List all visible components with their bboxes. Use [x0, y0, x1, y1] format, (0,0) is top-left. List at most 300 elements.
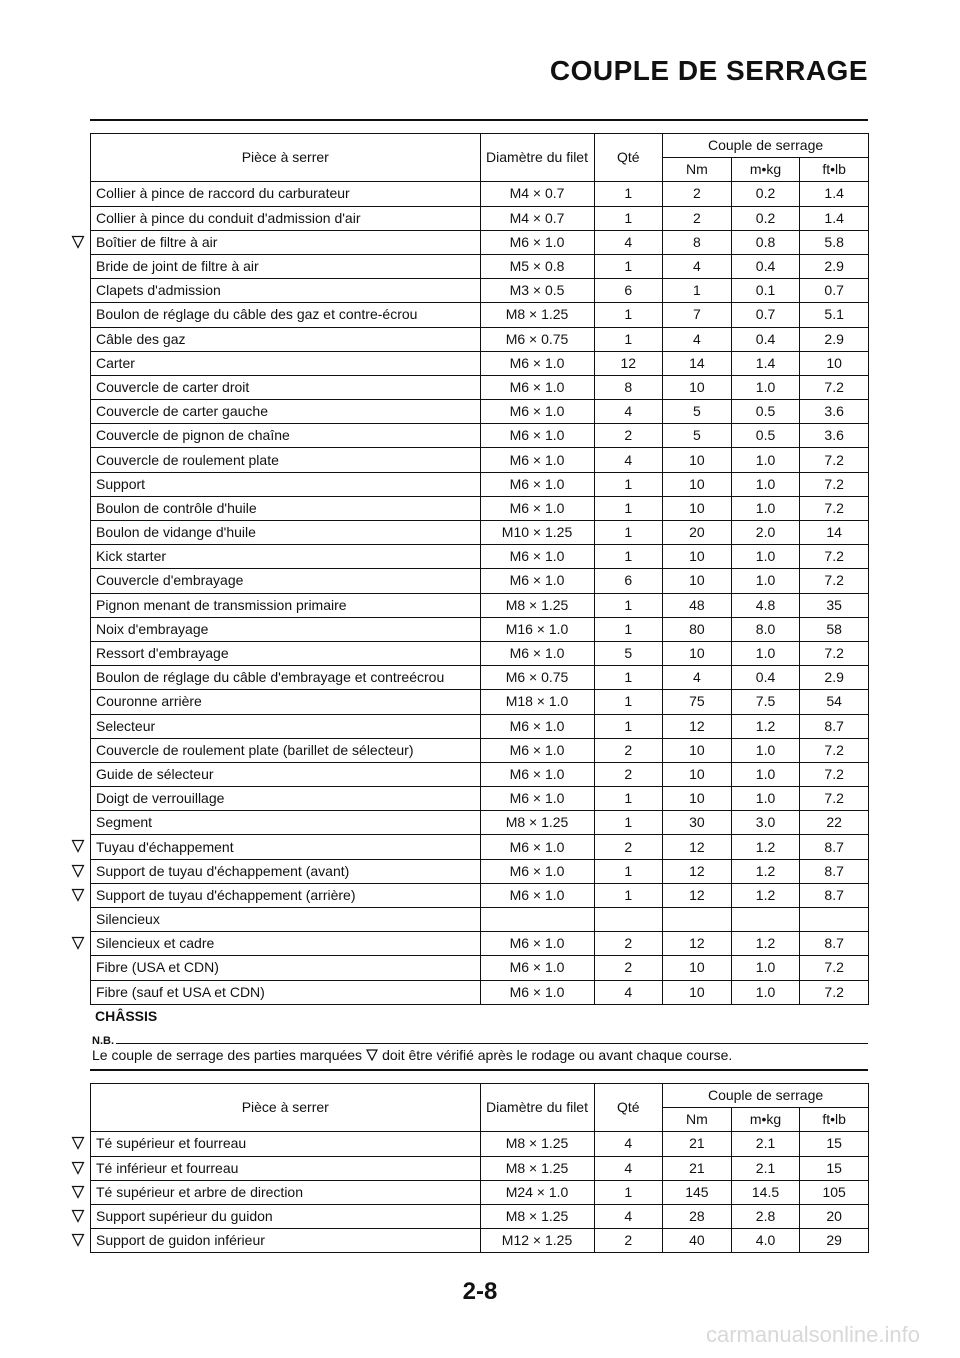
cell-nm: 12 [663, 835, 732, 859]
cell-part: Câble des gaz [91, 327, 481, 351]
cell-thread: M6 × 1.0 [480, 714, 594, 738]
cell-qty: 4 [594, 980, 663, 1004]
cell-thread: M12 × 1.25 [480, 1229, 594, 1253]
cell-ftlb: 2.9 [800, 254, 869, 278]
note-text-before: Le couple de serrage des parties marquées [92, 1047, 363, 1063]
cell-qty: 6 [594, 569, 663, 593]
cell-qty [594, 908, 663, 932]
cell-mkg: 1.0 [731, 956, 800, 980]
note-rule [90, 1069, 868, 1071]
cell-qty: 4 [594, 448, 663, 472]
header-mkg: m•kg [731, 158, 800, 182]
cell-qty: 2 [594, 956, 663, 980]
table-row [91, 617, 869, 641]
cell-mkg: 1.0 [731, 787, 800, 811]
cell-thread: M6 × 1.0 [480, 351, 594, 375]
cell-qty: 4 [594, 400, 663, 424]
cell-ftlb: 29 [800, 1229, 869, 1253]
cell-nm: 4 [663, 254, 732, 278]
cell-thread: M6 × 1.0 [480, 932, 594, 956]
cell-mkg: 0.5 [731, 424, 800, 448]
cell-nm: 30 [663, 811, 732, 835]
cell-thread: M6 × 1.0 [480, 545, 594, 569]
cell-ftlb: 3.6 [800, 400, 869, 424]
cell-qty: 4 [594, 1204, 663, 1228]
header-thread: Diamètre du filet [480, 134, 594, 182]
cell-part: Collier à pince du conduit d'admission d'air [91, 206, 481, 230]
cell-mkg: 1.0 [731, 738, 800, 762]
cell-thread: M4 × 0.7 [480, 182, 594, 206]
cell-qty: 1 [594, 472, 663, 496]
cell-ftlb: 14 [800, 521, 869, 545]
cell-nm: 10 [663, 641, 732, 665]
cell-part: Couvercle de pignon de chaîne [91, 424, 481, 448]
cell-mkg: 1.2 [731, 859, 800, 883]
cell-qty: 1 [594, 521, 663, 545]
cell-mkg: 1.0 [731, 980, 800, 1004]
title-rule [90, 119, 868, 121]
cell-ftlb: 8.7 [800, 883, 869, 907]
cell-thread: M6 × 1.0 [480, 956, 594, 980]
cell-qty: 1 [594, 327, 663, 351]
cell-part: Support supérieur du guidon [91, 1204, 481, 1228]
cell-part: Silencieux et cadre [91, 932, 481, 956]
cell-ftlb: 7.2 [800, 472, 869, 496]
cell-thread: M6 × 1.0 [480, 762, 594, 786]
cell-qty: 1 [594, 787, 663, 811]
cell-nm: 10 [663, 569, 732, 593]
header-nm: Nm [663, 1108, 732, 1132]
cell-nm: 10 [663, 472, 732, 496]
header-qty: Qté [594, 134, 663, 182]
cell-nm: 12 [663, 883, 732, 907]
cell-part: Couvercle de roulement plate (barillet de sélecteur) [91, 738, 481, 762]
cell-ftlb: 1.4 [800, 182, 869, 206]
cell-ftlb: 105 [800, 1180, 869, 1204]
cell-part: Boulon de réglage du câble d'embrayage et contreécrou [91, 666, 481, 690]
cell-nm: 12 [663, 932, 732, 956]
cell-qty: 2 [594, 1229, 663, 1253]
cell-mkg: 14.5 [731, 1180, 800, 1204]
cell-nm: 4 [663, 666, 732, 690]
cell-ftlb [800, 908, 869, 932]
cell-thread: M6 × 1.0 [480, 448, 594, 472]
cell-ftlb: 3.6 [800, 424, 869, 448]
table-row [91, 206, 869, 230]
cell-mkg [731, 908, 800, 932]
cell-part: Boulon de vidange d'huile [91, 521, 481, 545]
cell-nm: 8 [663, 230, 732, 254]
cell-thread: M6 × 1.0 [480, 424, 594, 448]
cell-mkg: 0.1 [731, 279, 800, 303]
triangle-mark-icon [71, 1185, 85, 1199]
cell-qty: 1 [594, 593, 663, 617]
cell-ftlb: 15 [800, 1156, 869, 1180]
cell-ftlb: 2.9 [800, 666, 869, 690]
cell-nm: 145 [663, 1180, 732, 1204]
cell-part: Segment [91, 811, 481, 835]
table-row [91, 569, 869, 593]
cell-mkg: 3.0 [731, 811, 800, 835]
cell-nm: 21 [663, 1132, 732, 1156]
table-row [91, 182, 869, 206]
cell-nm: 10 [663, 980, 732, 1004]
cell-thread: M6 × 1.0 [480, 738, 594, 762]
cell-part: Té supérieur et fourreau [91, 1132, 481, 1156]
table-row [91, 472, 869, 496]
cell-qty: 2 [594, 738, 663, 762]
cell-mkg: 0.4 [731, 254, 800, 278]
table-row [91, 956, 869, 980]
cell-thread: M6 × 1.0 [480, 400, 594, 424]
cell-nm: 80 [663, 617, 732, 641]
cell-thread: M6 × 1.0 [480, 496, 594, 520]
cell-nm: 10 [663, 956, 732, 980]
cell-mkg: 1.2 [731, 714, 800, 738]
cell-thread: M24 × 1.0 [480, 1180, 594, 1204]
cell-ftlb: 1.4 [800, 206, 869, 230]
table-row [91, 666, 869, 690]
cell-qty: 6 [594, 279, 663, 303]
cell-part: Silencieux [91, 908, 481, 932]
cell-part: Couvercle de carter droit [91, 375, 481, 399]
table-row [91, 1156, 869, 1180]
cell-ftlb: 7.2 [800, 738, 869, 762]
chassis-torque-table [90, 1083, 869, 1253]
cell-qty: 2 [594, 932, 663, 956]
cell-thread: M6 × 1.0 [480, 569, 594, 593]
table-row [91, 835, 869, 859]
cell-part: Pignon menant de transmission primaire [91, 593, 481, 617]
cell-part: Carter [91, 351, 481, 375]
cell-nm: 40 [663, 1229, 732, 1253]
cell-ftlb: 35 [800, 593, 869, 617]
cell-mkg: 1.0 [731, 762, 800, 786]
cell-thread: M3 × 0.5 [480, 279, 594, 303]
cell-nm: 10 [663, 762, 732, 786]
cell-part: Selecteur [91, 714, 481, 738]
cell-nm: 14 [663, 351, 732, 375]
cell-part: Tuyau d'échappement [91, 835, 481, 859]
cell-thread: M4 × 0.7 [480, 206, 594, 230]
triangle-mark-icon [71, 1136, 85, 1150]
table-row [91, 641, 869, 665]
nb-rule [116, 1043, 868, 1044]
cell-thread: M6 × 1.0 [480, 835, 594, 859]
header-part: Pièce à serrer [91, 1084, 481, 1132]
cell-part: Support de guidon inférieur [91, 1229, 481, 1253]
cell-ftlb: 7.2 [800, 569, 869, 593]
cell-thread: M8 × 1.25 [480, 1156, 594, 1180]
cell-ftlb: 8.7 [800, 835, 869, 859]
cell-ftlb: 8.7 [800, 714, 869, 738]
table-row [91, 762, 869, 786]
cell-thread: M5 × 0.8 [480, 254, 594, 278]
cell-thread: M6 × 1.0 [480, 375, 594, 399]
table-row [91, 1204, 869, 1228]
cell-ftlb: 15 [800, 1132, 869, 1156]
triangle-mark-icon [366, 1048, 378, 1060]
cell-mkg: 0.4 [731, 666, 800, 690]
cell-ftlb: 7.2 [800, 375, 869, 399]
table-row [91, 811, 869, 835]
cell-thread: M8 × 1.25 [480, 303, 594, 327]
table-row [91, 787, 869, 811]
cell-nm: 4 [663, 327, 732, 351]
cell-nm: 28 [663, 1204, 732, 1228]
inspection-note [92, 1047, 732, 1063]
header-part: Pièce à serrer [91, 134, 481, 182]
cell-thread [480, 908, 594, 932]
table-row [91, 714, 869, 738]
cell-qty: 1 [594, 496, 663, 520]
cell-mkg: 1.0 [731, 545, 800, 569]
cell-nm: 10 [663, 496, 732, 520]
cell-part: Bride de joint de filtre à air [91, 254, 481, 278]
section-title-chassis: CHÂSSIS [95, 1008, 158, 1024]
cell-ftlb: 22 [800, 811, 869, 835]
cell-ftlb: 58 [800, 617, 869, 641]
cell-qty: 1 [594, 1180, 663, 1204]
cell-mkg: 1.0 [731, 448, 800, 472]
cell-qty: 1 [594, 206, 663, 230]
cell-mkg: 1.0 [731, 641, 800, 665]
cell-nm: 21 [663, 1156, 732, 1180]
header-mkg: m•kg [731, 1108, 800, 1132]
cell-mkg: 0.2 [731, 182, 800, 206]
cell-thread: M10 × 1.25 [480, 521, 594, 545]
cell-nm [663, 908, 732, 932]
table-row [91, 593, 869, 617]
cell-part: Fibre (USA et CDN) [91, 956, 481, 980]
cell-thread: M6 × 1.0 [480, 472, 594, 496]
cell-ftlb: 5.8 [800, 230, 869, 254]
cell-mkg: 0.7 [731, 303, 800, 327]
engine-torque-table [90, 133, 869, 1005]
cell-mkg: 1.0 [731, 569, 800, 593]
header-thread: Diamètre du filet [480, 1084, 594, 1132]
table-row [91, 980, 869, 1004]
cell-ftlb: 7.2 [800, 448, 869, 472]
cell-thread: M18 × 1.0 [480, 690, 594, 714]
header-nm: Nm [663, 158, 732, 182]
cell-mkg: 0.8 [731, 230, 800, 254]
cell-nm: 2 [663, 206, 732, 230]
table-row [91, 1180, 869, 1204]
cell-ftlb: 7.2 [800, 980, 869, 1004]
cell-ftlb: 8.7 [800, 859, 869, 883]
triangle-mark-icon [71, 864, 85, 878]
cell-qty: 1 [594, 303, 663, 327]
header-torque: Couple de serrage [663, 1084, 869, 1108]
table-row [91, 230, 869, 254]
nb-label: N.B. [92, 1035, 114, 1047]
cell-nm: 10 [663, 738, 732, 762]
cell-ftlb: 54 [800, 690, 869, 714]
cell-part: Support de tuyau d'échappement (arrière) [91, 883, 481, 907]
cell-thread: M6 × 1.0 [480, 230, 594, 254]
cell-mkg: 1.0 [731, 472, 800, 496]
cell-qty: 4 [594, 1156, 663, 1180]
cell-part: Guide de sélecteur [91, 762, 481, 786]
page-title: COUPLE DE SERRAGE [549, 55, 868, 86]
cell-nm: 10 [663, 448, 732, 472]
watermark: carmanualsonline.info [705, 1322, 920, 1347]
cell-mkg: 0.4 [731, 327, 800, 351]
cell-mkg: 1.2 [731, 835, 800, 859]
cell-ftlb: 7.2 [800, 787, 869, 811]
triangle-mark-icon [71, 1209, 85, 1223]
cell-qty: 4 [594, 1132, 663, 1156]
cell-nm: 1 [663, 279, 732, 303]
cell-mkg: 2.8 [731, 1204, 800, 1228]
cell-mkg: 2.1 [731, 1132, 800, 1156]
header-ftlb: ft•lb [800, 158, 869, 182]
cell-ftlb: 0.7 [800, 279, 869, 303]
cell-mkg: 2.0 [731, 521, 800, 545]
cell-thread: M8 × 1.25 [480, 1132, 594, 1156]
cell-part: Boulon de réglage du câble des gaz et contre-écrou [91, 303, 481, 327]
cell-qty: 12 [594, 351, 663, 375]
cell-qty: 2 [594, 835, 663, 859]
cell-part: Té supérieur et arbre de direction [91, 1180, 481, 1204]
cell-part: Kick starter [91, 545, 481, 569]
cell-nm: 5 [663, 400, 732, 424]
cell-mkg: 1.2 [731, 883, 800, 907]
cell-ftlb: 8.7 [800, 932, 869, 956]
cell-part: Collier à pince de raccord du carburateur [91, 182, 481, 206]
table-row [91, 859, 869, 883]
cell-thread: M6 × 1.0 [480, 980, 594, 1004]
table-row [91, 448, 869, 472]
cell-part: Couronne arrière [91, 690, 481, 714]
cell-ftlb: 7.2 [800, 641, 869, 665]
cell-thread: M8 × 1.25 [480, 1204, 594, 1228]
table-row [91, 690, 869, 714]
cell-ftlb: 10 [800, 351, 869, 375]
cell-ftlb: 7.2 [800, 956, 869, 980]
cell-part: Boîtier de filtre à air [91, 230, 481, 254]
table-row [91, 303, 869, 327]
table-row [91, 496, 869, 520]
cell-mkg: 8.0 [731, 617, 800, 641]
cell-ftlb: 7.2 [800, 496, 869, 520]
cell-thread: M8 × 1.25 [480, 593, 594, 617]
cell-ftlb: 7.2 [800, 762, 869, 786]
cell-thread: M6 × 1.0 [480, 883, 594, 907]
cell-thread: M6 × 1.0 [480, 641, 594, 665]
cell-nm: 75 [663, 690, 732, 714]
cell-part: Support [91, 472, 481, 496]
cell-nm: 7 [663, 303, 732, 327]
cell-part: Ressort d'embrayage [91, 641, 481, 665]
cell-part: Noix d'embrayage [91, 617, 481, 641]
cell-thread: M6 × 1.0 [480, 859, 594, 883]
cell-thread: M6 × 1.0 [480, 787, 594, 811]
table-row [91, 400, 869, 424]
table-row [91, 1229, 869, 1253]
table-row [91, 932, 869, 956]
table-row [91, 1132, 869, 1156]
cell-mkg: 1.0 [731, 375, 800, 399]
triangle-mark-icon [71, 235, 85, 249]
cell-qty: 1 [594, 182, 663, 206]
table-row [91, 375, 869, 399]
cell-mkg: 0.5 [731, 400, 800, 424]
cell-qty: 1 [594, 545, 663, 569]
cell-qty: 1 [594, 666, 663, 690]
cell-qty: 8 [594, 375, 663, 399]
table-row [91, 424, 869, 448]
cell-nm: 12 [663, 859, 732, 883]
triangle-mark-icon [71, 1233, 85, 1247]
cell-nm: 5 [663, 424, 732, 448]
cell-part: Té inférieur et fourreau [91, 1156, 481, 1180]
cell-ftlb: 7.2 [800, 545, 869, 569]
table-row [91, 254, 869, 278]
cell-qty: 1 [594, 254, 663, 278]
cell-qty: 5 [594, 641, 663, 665]
cell-mkg: 0.2 [731, 206, 800, 230]
cell-nm: 10 [663, 545, 732, 569]
cell-ftlb: 20 [800, 1204, 869, 1228]
cell-qty: 1 [594, 617, 663, 641]
cell-nm: 12 [663, 714, 732, 738]
cell-part: Couvercle de carter gauche [91, 400, 481, 424]
cell-part: Couvercle d'embrayage [91, 569, 481, 593]
table-row [91, 279, 869, 303]
cell-part: Boulon de contrôle d'huile [91, 496, 481, 520]
cell-mkg: 4.8 [731, 593, 800, 617]
triangle-mark-icon [71, 888, 85, 902]
cell-thread: M8 × 1.25 [480, 811, 594, 835]
cell-qty: 1 [594, 883, 663, 907]
cell-part: Couvercle de roulement plate [91, 448, 481, 472]
header-torque: Couple de serrage [663, 134, 869, 158]
page-number: 2-8 [462, 1278, 498, 1305]
cell-nm: 48 [663, 593, 732, 617]
cell-mkg: 1.2 [731, 932, 800, 956]
cell-qty: 2 [594, 762, 663, 786]
cell-qty: 1 [594, 811, 663, 835]
cell-nm: 10 [663, 375, 732, 399]
table-row [91, 738, 869, 762]
cell-qty: 1 [594, 690, 663, 714]
cell-qty: 4 [594, 230, 663, 254]
cell-qty: 1 [594, 714, 663, 738]
cell-thread: M6 × 0.75 [480, 327, 594, 351]
cell-ftlb: 2.9 [800, 327, 869, 351]
cell-part: Clapets d'admission [91, 279, 481, 303]
cell-qty: 1 [594, 859, 663, 883]
cell-part: Support de tuyau d'échappement (avant) [91, 859, 481, 883]
table-row [91, 545, 869, 569]
table-row [91, 908, 869, 932]
cell-thread: M16 × 1.0 [480, 617, 594, 641]
table-row [91, 521, 869, 545]
cell-nm: 2 [663, 182, 732, 206]
cell-thread: M6 × 0.75 [480, 666, 594, 690]
cell-part: Doigt de verrouillage [91, 787, 481, 811]
cell-nm: 10 [663, 787, 732, 811]
table-row [91, 351, 869, 375]
cell-mkg: 7.5 [731, 690, 800, 714]
note-text-after: doit être vérifié après le rodage ou avant chaque course. [382, 1047, 733, 1063]
cell-qty: 2 [594, 424, 663, 448]
header-ftlb: ft•lb [800, 1108, 869, 1132]
table-row [91, 327, 869, 351]
triangle-mark-icon [71, 936, 85, 950]
